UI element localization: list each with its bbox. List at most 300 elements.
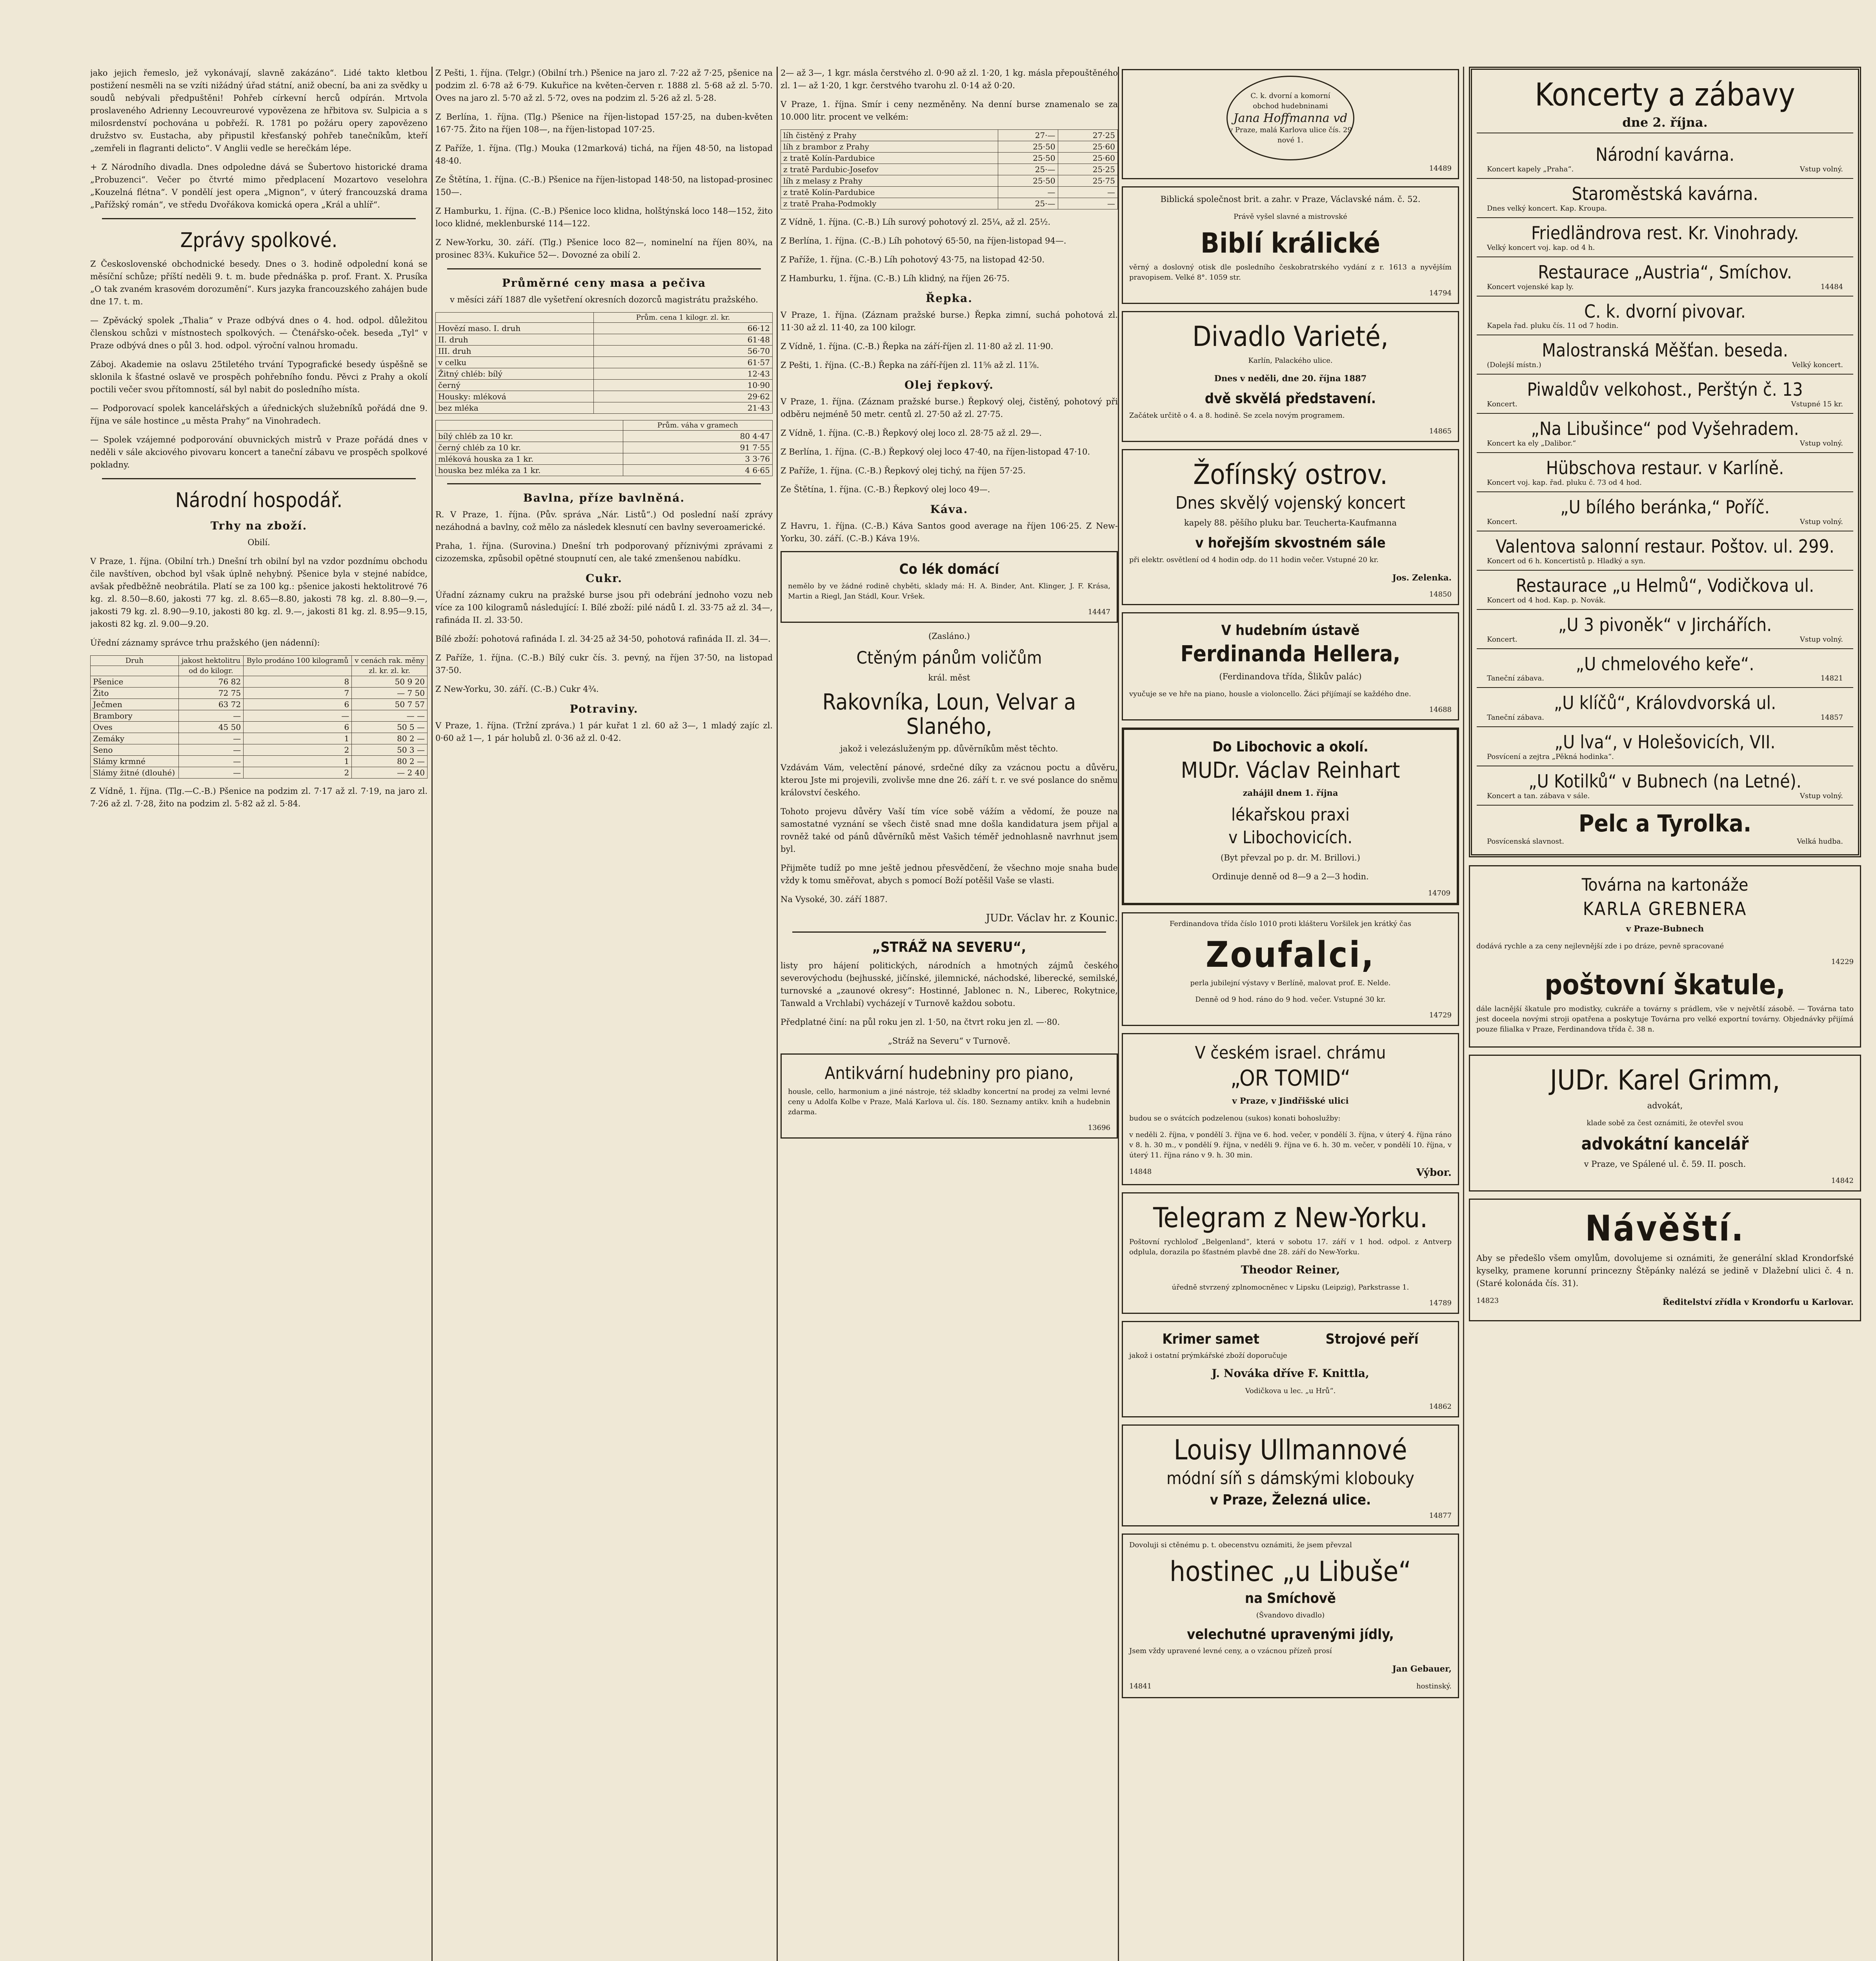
table-cell: Slámy žitné (dlouhé) <box>91 767 179 779</box>
ad-title: hostinec „u Libuše“ <box>1170 1555 1411 1588</box>
ad-libuse <box>1122 1534 1459 1698</box>
venue-detail: Posvícenská slavnost. <box>1487 837 1564 846</box>
ad-text: zahájil dnem 1. října <box>1243 788 1338 798</box>
ad-title: Antikvární hudebniny pro piano, <box>824 1063 1074 1083</box>
table-row <box>436 431 773 442</box>
table-cell: — <box>178 733 243 744</box>
venue-name: Staroměstská kavárna. <box>1572 183 1758 204</box>
table-row <box>91 722 428 733</box>
ad-text: věrný a doslovný otisk dle posledního českobratrského vydání z r. 1613 a nyvějším pravopisem. Velké 8°. 1059 str. <box>1129 263 1452 282</box>
table-cell: Žito <box>91 688 179 699</box>
venue-info <box>1479 837 1851 846</box>
venue-detail: Vstup volný. <box>1800 635 1843 644</box>
section-heading: Zprávy spolkové. <box>180 229 338 252</box>
table-cell: 50 7 57 <box>352 699 428 710</box>
table-row <box>91 710 428 722</box>
ad-text: (Ferdinandova třída, Šlikův palác) <box>1219 671 1362 681</box>
article-text: Z New-Yorku, 30. září. (C.-B.) Cukr 4¾. <box>435 684 599 694</box>
stamp-line: obchod hudebninami <box>1253 102 1328 110</box>
ad-row <box>1129 1328 1452 1351</box>
ad-doctor <box>1122 728 1459 905</box>
venue-name: Valentova salonní restaur. Poštov. ul. 299. <box>1496 535 1834 557</box>
ad-text: dále lacnější škatule pro modistky, cukráře a továrny s prádlem, vše v největší zásobě. — Továrna tato jest doceela novými stroji opatřena a poskytuje Továrna pro velké exportní továrny. Objednávky přijímá pouze filialka v Praze, Ferdinandova třída č. 38 n. <box>1476 1005 1854 1034</box>
ad-text: Denně od 9 hod. ráno do 9 hod. večer. Vstupné 30 kr. <box>1195 995 1386 1004</box>
article-text: Úřadní záznamy cukru na pražské burse jsou při odebrání jednoho vozu neb více za 100 kilogramů následující: I. Bílé zboží: pilé nádů I. zl. 33·75 až zl. 34—, rafináda II. zl. 33·50. <box>435 590 773 625</box>
column-rule <box>1118 67 1119 1961</box>
ad-signature: Jos. Zelenka. <box>1392 572 1452 582</box>
venue-detail: 14484 <box>1820 282 1843 291</box>
ad-text: J. Nováka dříve F. Knittla, <box>1212 1367 1369 1380</box>
venue-info <box>1479 400 1851 408</box>
ad-number: 14841 <box>1129 1682 1152 1691</box>
venue-item <box>1477 218 1853 257</box>
table-cell: 50 5 — <box>352 722 428 733</box>
ad-sub: Dnes skvělý vojenský koncert <box>1175 493 1406 513</box>
table-cell: 27·25 <box>1058 130 1117 141</box>
table-header: Prům. váha v gramech <box>623 420 772 431</box>
ad-sub: advokátní kancelář <box>1581 1134 1749 1154</box>
ad-footer <box>1476 1296 1854 1315</box>
ad-footer <box>1129 1681 1452 1692</box>
ad-sub: V českém israel. chrámu <box>1195 1042 1386 1063</box>
ad-title: Žofínský ostrov. <box>1193 458 1388 491</box>
venue-info <box>1479 244 1851 252</box>
article-text: V Praze, 1. října. (Záznam pražské burse.) Řepkový olej, čistěný, pohotový při odběru nejméně 50 metr. centů zl. 27·50 až zl. 27·75. <box>781 397 1118 419</box>
venue-item <box>1477 257 1853 297</box>
ad-signature: Ředitelství zřídla v Krondorfu u Karlovar. <box>1662 1297 1854 1307</box>
article-text: Z Vídně, 1. října. (C.-B.) Řepkový olej loco zl. 28·75 až zl. 29—. <box>781 428 1042 438</box>
venue-item <box>1477 414 1853 453</box>
article-text: Z Paříže, 1. října. (C.-B.) Bílý cukr čís. 3. pevný, na říjen 37·50, na listopad 37·50. <box>435 653 773 675</box>
venue-item <box>1477 806 1853 850</box>
table-row <box>91 676 428 688</box>
venue-detail: Taneční zábava. <box>1487 713 1544 722</box>
ad-title: JUDr. Karel Grimm, <box>1550 1064 1780 1097</box>
venue-info <box>1479 557 1851 565</box>
venue-name: Pelc a Tyrolka. <box>1578 810 1752 838</box>
ad-text: Biblická společnost brit. a zahr. v Praze, Václavské nám. č. 52. <box>1160 195 1421 204</box>
concerts-date: dne 2. října. <box>1477 116 1853 133</box>
table-cell: 7 <box>244 688 352 699</box>
concerts-title: Koncerty a zábavy <box>1535 76 1795 113</box>
venue-detail: Posvícení a zejtra „Pěkná hodinka“. <box>1487 753 1614 761</box>
ad-title: Telegram z New-Yorku. <box>1153 1201 1428 1234</box>
venue-item <box>1477 571 1853 610</box>
divider <box>447 268 761 269</box>
table-header: zl. kr. zl. kr. <box>352 666 428 676</box>
notice-sub: král. měst <box>928 673 970 682</box>
venue-item <box>1477 375 1853 414</box>
table-cell: Pšenice <box>91 676 179 688</box>
venue-item <box>1477 297 1853 336</box>
ad-signature: Výbor. <box>1416 1166 1452 1179</box>
ad-sub: lékařskou praxi <box>1231 804 1350 825</box>
ad-role: hostinský. <box>1416 1682 1452 1691</box>
column-1 <box>90 67 428 816</box>
article-text: Z Paříže, 1. října. (Tlg.) Mouka (12marková) tichá, na říjen 48·50, na listopad 48·40. <box>435 144 773 166</box>
table-cell: líh čistěný z Prahy <box>781 130 998 141</box>
table-cell: 91 7·55 <box>623 442 772 453</box>
venue-info <box>1479 596 1851 604</box>
table-cell: II. druh <box>436 334 594 346</box>
ad-heller <box>1122 612 1459 720</box>
column-rule <box>431 67 433 1961</box>
table-cell: 2 <box>244 767 352 779</box>
table-cell: 80 2 — <box>352 756 428 767</box>
stamp-line: C. k. dvorní a komorní <box>1250 91 1330 100</box>
table-row <box>436 334 773 346</box>
ad-number: 14862 <box>1429 1403 1452 1411</box>
article-text: Z Vídně, 1. října. (C.-B.) Řepka na září-říjen zl. 11·80 až zl. 11·90. <box>781 342 1054 351</box>
ad-sub: na Smíchově <box>1245 1590 1336 1607</box>
section-heading: Olej řepkový. <box>904 378 994 391</box>
table-header: Bylo prodáno 100 kilogramů <box>244 656 352 666</box>
table-header: Druh <box>91 656 179 666</box>
table-header <box>436 313 594 323</box>
table-cell: 4 6·65 <box>623 465 772 476</box>
market-table <box>90 655 428 779</box>
venue-info <box>1479 478 1851 487</box>
table-cell: 63 72 <box>178 699 243 710</box>
column-3 <box>781 67 1118 1146</box>
article-text: Z Hamburku, 1. října. (C.-B.) Líh klidný, na říjen 26·75. <box>781 274 1010 283</box>
venue-detail: Koncert. <box>1487 400 1518 409</box>
table-row <box>781 164 1118 175</box>
venue-detail: Velký koncert. <box>1792 361 1843 369</box>
article-text: V Praze, 1. října. (Obilní trh.) Dnešní trh obilní byl na vzdor pozdnímu obchodu čile navštíven, obchod byl však úplně nehybný. Pšenice byla v stejné nabídce, avšak předběžně neobrátila. Platí se za 100 kg.: pšenice jakosti hektolitrové 76 kg. zl. 8.50—8.60, jakosti 77 kg. zl. 8.65—8.80, jakosti 78 kg. zl. 8.80—9.—, jakosti 79 kg. zl. 8.90—9.10, jakosti 80 kg. zl. 9.—, jakosti 81 kg. zl. 8.95—9.15, jakosti 82 kg. zl. 9.00—9.20. <box>90 557 428 629</box>
table-cell: 25·— <box>998 164 1058 175</box>
ad-number: 14447 <box>1088 608 1110 616</box>
venue-info <box>1479 635 1851 644</box>
ad-text: v Praze, v Jindřišské ulici <box>1232 1095 1349 1106</box>
venue-detail: Kapela řad. pluku čís. 11 od 7 hodin. <box>1487 322 1619 330</box>
table-row <box>436 391 773 402</box>
ad-text: perla jubilejní výstavy v Berlíně, malovat prof. E. Nelde. <box>1190 979 1391 987</box>
venue-detail: Vstup volný. <box>1800 439 1843 448</box>
venue-info <box>1479 518 1851 526</box>
ad-text: při elektr. osvětlení od 4 hodin odp. do 11 hodin večer. Vstupné 20 kr. <box>1129 555 1379 564</box>
article-text: v měsíci září 1887 dle vyšetření okresních dozorců magistrátu pražského. <box>450 295 758 304</box>
table-cell: 61·48 <box>593 334 772 346</box>
seal-icon <box>1226 76 1354 160</box>
article-text: Z Vídně, 1. října. (Tlg.—C.-B.) Pšenice na podzim zl. 7·17 až zl. 7·19, na jaro zl. 7·26 až zl. 7·28, žito na podzim zl. 5·82 až zl. 5·84. <box>90 786 428 808</box>
table-cell: 76 82 <box>178 676 243 688</box>
column-rule <box>1463 67 1464 1961</box>
stamp-line: Jana Hoffmanna vd <box>1233 111 1348 125</box>
table-cell: 56·70 <box>593 346 772 357</box>
article-text: Z Paříže, 1. října. (C.-B.) Líh pohotový 43·75, na listopad 42·50. <box>781 255 1045 264</box>
venue-name: Restaurace „Austria“, Smíchov. <box>1538 261 1792 283</box>
ad-number: 14688 <box>1429 705 1452 714</box>
venue-detail: 14857 <box>1820 713 1843 722</box>
ad-text: Theodor Reiner, <box>1241 1263 1340 1276</box>
divider <box>102 218 416 219</box>
venue-name: „U lva“, v Holešovicích, VII. <box>1554 731 1776 753</box>
article-text: — Spolek vzájemné podporování obuvnických mistrů v Praze pořádá dnes v neděli v sále akciového pivovaru koncert a taneční zábavu ve prospěch spolkové pokladny. <box>90 435 428 469</box>
table-header: Prům. cena 1 kilogr. zl. kr. <box>593 313 772 323</box>
divider <box>102 478 416 479</box>
venue-name: „U bílého beránka,“ Poříč. <box>1560 497 1770 518</box>
venue-detail: Taneční zábava. <box>1487 674 1544 683</box>
table-cell: 6 <box>244 722 352 733</box>
ad-title: MUDr. Václav Reinhart <box>1181 758 1400 784</box>
table-cell: 25·50 <box>998 175 1058 187</box>
table-cell: — <box>244 710 352 722</box>
ad-text: v neděli 2. října, v pondělí 3. října ve 6. hod. večer, v pondělí 3. října, v úterý 4. října ráno v 8. h. 30 m., v pondělí 9. října, v neděli 9. října ve 6. h. 30 m. večer, v pondělí 10. října, v úterý 11. října ráno v 9. h. 30 min. <box>1129 1130 1452 1159</box>
article-text: Z New-Yorku, 30. září. (Tlg.) Pšenice loco 82—, nominelní na říjen 80¾, na prosinec 83¾. Kukuřice 52—. Dovozné za obilí 2. <box>435 238 773 260</box>
table-row <box>91 733 428 744</box>
article-text: Z Berlína, 1. října. (C.-B.) Líh pohotový 65·50, na říjen-listopad 94—. <box>781 236 1066 246</box>
ad-temple <box>1122 1033 1459 1185</box>
ad-sub: v hořejším skvostném sále <box>1195 535 1386 551</box>
table-cell: 21·43 <box>593 402 772 414</box>
table-cell: v celku <box>436 357 594 368</box>
table-cell: 45 50 <box>178 722 243 733</box>
venue-info <box>1479 283 1851 291</box>
venue-detail: Koncert od 4 hod. Kap. p. Novák. <box>1487 596 1606 604</box>
table-cell: — <box>178 744 243 756</box>
article-text: V Praze, 1. října. (Záznam pražské burse.) Řepka zimní, suchá pohotová zl. 11·30 až zl. 11·40, za 100 kilogr. <box>781 310 1118 332</box>
meat-table <box>435 312 773 414</box>
ad-text: klade sobě za čest oznámiti, že otevřel svou <box>1587 1119 1743 1128</box>
article-text: Praha, 1. října. (Surovina.) Dnešní trh podporovaný příznivými zprávami z cizozemska, způsobil opětné stoupnutí cen, ale také zmenšenou nabídku. <box>435 541 773 563</box>
ad-text: Poštovní rychloloď „Belgenland“, která v sobotu 17. září v 1 hod. odpol. z Antverp odplula, dorazila po šťastném plavbě dne 28. září do New-Yorku. <box>1129 1237 1452 1256</box>
venue-item <box>1477 766 1853 806</box>
table-cell: líh z brambor z Prahy <box>781 141 998 153</box>
table-row <box>91 688 428 699</box>
table-row <box>91 756 428 767</box>
table-row <box>781 130 1118 141</box>
venue-name: Hübschova restaur. v Karlíně. <box>1546 457 1784 479</box>
table-cell: Zemáky <box>91 733 179 744</box>
venue-name: Friedländrova rest. Kr. Vinohrady. <box>1531 222 1799 244</box>
table-row <box>781 141 1118 153</box>
ad-signature: Jan Gebauer, <box>1392 1664 1452 1674</box>
table-cell: 29·62 <box>593 391 772 402</box>
table-cell: z tratě Praha-Podmokly <box>781 198 998 209</box>
venue-detail: Dnes velký koncert. Kap. Kroupa. <box>1487 204 1607 213</box>
table-cell: bílý chléb za 10 kr. <box>436 431 623 442</box>
article-text: Z Pešti, 1. října. (Telgr.) (Obilní trh.) Pšenice na jaro zl. 7·22 až 7·25, pšenice na podzim zl. 6·78 až 6·79. Kukuřice na květen-červen r. 1888 zl. 5·68 až zl. 5·70. Oves na jaro zl. 5·70 až zl. 5·72, oves na podzim zl. 5·26 až zl. 5·28. <box>435 68 773 103</box>
ad-zoufalci <box>1122 912 1459 1026</box>
venue-name: Restaurace „u Helmů“, Vodičkova ul. <box>1516 575 1814 596</box>
article-text: Z Pešti, 1. října. (C.-B.) Řepka na září-říjen zl. 11⅝ až zl. 11⅞. <box>781 360 1039 370</box>
spirit-table <box>781 129 1118 209</box>
ad-sub: velechutné upravenými jídly, <box>1187 1626 1394 1643</box>
article-text: Úřední záznamy správce trhu pražského (jen nádenní): <box>90 638 320 648</box>
ad-number: 14489 <box>1429 164 1452 173</box>
sub-heading: Obilí. <box>247 538 270 547</box>
venue-info <box>1479 674 1851 682</box>
venue-name: „U 3 pivoněk“ v Jirchářích. <box>1558 614 1772 635</box>
ad-navesti <box>1469 1199 1861 1321</box>
article-text: Záboj. Akademie na oslavu 25tiletého trvání Typografické besedy úspěšně se sklonila k šťastné oslavě ve prospěch pohřebního fondu. Pěvci z Prahy a okolí poctili večer svou přítomností, sál byl nabit do posledního místa. <box>90 360 428 394</box>
table-row <box>436 402 773 414</box>
ad-ullmann <box>1122 1424 1459 1526</box>
table-cell: 27·— <box>998 130 1058 141</box>
venue-detail: Koncert kapely „Praha“. <box>1487 165 1574 173</box>
column-4 <box>1122 67 1459 1705</box>
table-cell: 50 9 20 <box>352 676 428 688</box>
venue-detail: Koncert. <box>1487 517 1518 526</box>
table-cell: — 7 50 <box>352 688 428 699</box>
ad-text: Karlín, Palackého ulice. <box>1248 357 1333 365</box>
ad-text: dodává rychle a za ceny nejlevnější zde i po dráze, pevně spracované <box>1476 942 1724 951</box>
table-cell: 2 <box>244 744 352 756</box>
column-2 <box>435 67 773 751</box>
venue-detail: Koncert voj. kap. řad. pluku č. 73 od 4 hod. <box>1487 478 1642 487</box>
ad-footer <box>1129 1167 1452 1179</box>
article-text: Z Vídně, 1. října. (C.-B.) Líh surový pohotový zl. 25¼, až zl. 25½. <box>781 217 1051 227</box>
section-heading: Potraviny. <box>570 702 639 715</box>
table-cell: 25·50 <box>998 141 1058 153</box>
table-cell: — <box>998 187 1058 198</box>
venue-info <box>1479 361 1851 369</box>
table-row <box>436 346 773 357</box>
article-text: V Praze, 1. října. (Tržní zpráva.) 1 pár kuřat 1 zl. 60 až 3—, 1 mladý zajíc zl. 0·60 až 1—, 1 pár holubů zl. 0·36 až zl. 0·42. <box>435 721 773 743</box>
table-cell: 25·60 <box>1058 153 1117 164</box>
article-text: Z Hamburku, 1. října. (C.-B.) Pšenice loco klidna, holštýnská loco 148—152, žito loco klidné, meklenburské 114—122. <box>435 206 773 228</box>
table-cell: Slámy krmné <box>91 756 179 767</box>
section-heading: Bavlna, příze bavlněná. <box>523 491 685 504</box>
table-cell: 1 <box>244 733 352 744</box>
signature-place: Na Vysoké, 30. září 1887. <box>781 895 888 904</box>
venue-detail: Vstup volný. <box>1800 517 1843 526</box>
ad-title: „STRÁŽ NA SEVERU“, <box>872 939 1026 956</box>
table-row <box>436 453 773 465</box>
ad-number: 14848 <box>1129 1167 1152 1176</box>
column-rule <box>777 67 778 1961</box>
article-text: R. V Praze, 1. října. (Pův. správa „Nár. Listů“.) Od poslední naší zprávy nezáhodná a bavlny, což mělo za následek klesnutí cen bavlny severoamerické. <box>435 510 773 532</box>
venue-info <box>1479 165 1851 173</box>
venue-name: „U Kotilků“ v Bubnech (na Letné). <box>1528 771 1801 792</box>
venue-name: Malostranská Měšťan. beseda. <box>1542 340 1788 361</box>
ad-number: 14842 <box>1831 1176 1854 1185</box>
ad-text: Předplatné činí: na půl roku jen zl. 1·50, na čtvrt roku jen zl. —·80. <box>781 1017 1060 1027</box>
venue-info <box>1479 439 1851 448</box>
venue-detail: Velký koncert voj. kap. od 4 h. <box>1487 243 1595 252</box>
notice-title: Ctěným pánům voličům <box>856 648 1042 668</box>
venue-detail: Koncert ka ely „Dalibor.“ <box>1487 439 1576 448</box>
article-text: Tohoto projevu důvěry Vaší tím více sobě vážím a vědomí, že pouze na samostatné vyznání se všech čistě snad mne došla kandidatura jsem přijal a rovněž také od pánů důvěrníků měst Vašich téměř jednohlasně navrhnut jsem byl. <box>781 807 1118 854</box>
bread-table <box>435 420 773 476</box>
table-header: v cenách rak. měny <box>352 656 428 666</box>
table-row <box>781 153 1118 164</box>
signature: JUDr. Václav hr. z Kounic. <box>986 912 1118 924</box>
ad-text: (Švandovo divadlo) <box>1256 1611 1325 1619</box>
table-cell: 3 3·76 <box>623 453 772 465</box>
section-heading: Káva. <box>930 503 968 516</box>
venue-item <box>1477 688 1853 727</box>
table-cell: 25·75 <box>1058 175 1117 187</box>
ad-number: 14794 <box>1429 289 1452 297</box>
article-text: Ze Štětína, 1. října. (C.-B.) Pšenice na říjen-listopad 148·50, na listopad-prosinec 150—. <box>435 175 773 197</box>
venue-name: „Na Libušince“ pod Vyšehradem. <box>1531 418 1799 440</box>
table-cell: 66·12 <box>593 323 772 334</box>
ad-title: Divadlo Varieté, <box>1192 320 1388 353</box>
label: (Zasláno.) <box>928 631 970 641</box>
ad-number: 13696 <box>1088 1124 1110 1132</box>
ad-title: Louisy Ullmannové <box>1174 1434 1407 1466</box>
table-row <box>91 699 428 710</box>
article-text: Bílé zboží: pohotová rafináda I. zl. 34·25 až 34·50, pohotová rafináda II. zl. 34—. <box>435 634 771 644</box>
ad-title: Strojové peří <box>1325 1331 1419 1347</box>
venue-item <box>1477 610 1853 649</box>
table-header: od do kilogr. <box>178 666 243 676</box>
venue-detail: Vstup volný. <box>1800 792 1843 800</box>
ad-text: advokát, <box>1647 1101 1683 1111</box>
ad-text: úředně stvrzený zplnomocněnec v Lipsku (Leipzig), Parkstrasse 1. <box>1172 1283 1409 1292</box>
ad-sub: módní síň s dámskými klobouky <box>1166 1468 1414 1489</box>
table-cell: 10·90 <box>593 380 772 391</box>
ad-variete <box>1122 311 1459 442</box>
table-cell: — <box>178 710 243 722</box>
ad-text: housle, cello, harmonium a jiné nástroje, též skladby koncertní na prodej za velmi levné ceny u Adolfa Kolbe v Praze, Malá Karlova ul. čís. 180. Seznamy antikv. knih a hudebnin zdarma. <box>788 1088 1110 1117</box>
table-row <box>91 767 428 779</box>
column-5 <box>1469 67 1861 1328</box>
ad-title: „OR TOMID“ <box>1230 1066 1351 1091</box>
ad-zofin <box>1122 449 1459 605</box>
table-row <box>91 744 428 756</box>
ad-number: 14729 <box>1429 1011 1452 1019</box>
ad-text: Ordinuje denně od 8—9 a 2—3 hodin. <box>1212 871 1369 881</box>
table-cell: bez mléka <box>436 402 594 414</box>
table-row <box>436 442 773 453</box>
venue-detail: Velká hudba. <box>1797 837 1843 846</box>
ad-knittl <box>1122 1321 1459 1418</box>
table-row <box>781 175 1118 187</box>
ad-text: Začátek určitě o 4. a 8. hodině. Se zcela novým programem. <box>1129 411 1345 420</box>
ad-home-remedy <box>781 551 1118 623</box>
ad-text: listy pro hájení politických, národních a hmotných zájmů českého severovýchodu (bejhusské, jičínské, jilemnické, náchodské, liberecké, semilské, turnovské a „zaunové okresy“: Hostinné, Jablonec n. N., Liberec, Rokytnice, Tanwald a Vrchlabí) vycházejí v Turnově každou sobotu. <box>781 960 1118 1008</box>
ad-title: Krimer samet <box>1162 1331 1259 1347</box>
ad-text: Ferdinandova třída číslo 1010 proti klášteru Voršilek jen krátký čas <box>1169 919 1412 928</box>
ad-title: Biblí králické <box>1200 227 1381 259</box>
ad-text: Vodičkova u lec. „u Hrů“. <box>1245 1387 1336 1395</box>
ad-title: Ferdinanda Hellera, <box>1180 641 1401 667</box>
table-cell: z tratě Pardubic-Josefov <box>781 164 998 175</box>
article-text: — Podporovací spolek kancelářských a úřednických služebníků pořádá dne 9. října ve sále hostince „u města Prahy“ na Vinohradech. <box>90 404 428 426</box>
section-heading: Cukr. <box>586 572 622 585</box>
ad-number: 14877 <box>1429 1512 1452 1520</box>
venue-item <box>1477 140 1853 179</box>
article-text: 2— až 3—, 1 kgr. másla čerstvého zl. 0·90 až zl. 1·20, 1 kg. másla přepouštěného zl. 1— až 1·20, 1 kgr. čerstvého tvarohu zl. 0·14 až 0·20. <box>781 68 1118 90</box>
table-cell: 72 75 <box>178 688 243 699</box>
ad-grimm <box>1469 1055 1861 1191</box>
venue-item <box>1477 453 1853 492</box>
table-cell: — <box>178 756 243 767</box>
table-cell: Oves <box>91 722 179 733</box>
table-cell: líh z melasy z Prahy <box>781 175 998 187</box>
article-text: + Z Národního divadla. Dnes odpoledne dává se Šubertovo historické drama „Probuzenci“. Večer po čtvrté mimo předplacení Mozartovo veselohra „Kouzelná flétna“. V pondělí jest opera „Mignon“, v úterý francouzská drama „Pařížský román“, ve středu Dvořákova komická opera „Král a uhlíř“. <box>90 162 428 209</box>
ad-text: Aby se předešlo všem omylům, dovolujeme si oznámiti, že generální sklad Krondorfské kyselky, pramene korunní princezny Štěpánky nalézá se jedině v Dlažební ulici č. 4 n. (Staré kolonáda čís. 31). <box>1476 1253 1854 1288</box>
ad-text: Dnes v neděli, dne 20. října 1887 <box>1214 373 1367 383</box>
table-header <box>91 666 179 676</box>
table-cell: III. druh <box>436 346 594 357</box>
ad-text: „Stráž na Severu“ v Turnově. <box>888 1036 1011 1046</box>
table-header: jakost hektolitru <box>178 656 243 666</box>
venue-detail: Vstup volný. <box>1800 165 1843 173</box>
section-heading: Řepka. <box>926 292 973 305</box>
article-text: Ze Štětína, 1. října. (C.-B.) Řepkový olej loco 49—. <box>781 485 990 494</box>
table-cell: houska bez mléka za 1 kr. <box>436 465 623 476</box>
venue-detail: Koncert od 6 h. Koncertistů p. Hladký a syn. <box>1487 557 1646 565</box>
ad-text: budou se o svátcích podzelenou (sukos) konati bohoslužby: <box>1129 1114 1341 1122</box>
venue-detail: Koncert a tan. zábava v sále. <box>1487 792 1590 800</box>
venue-item <box>1477 649 1853 688</box>
table-row <box>781 187 1118 198</box>
ad-sub: KARLA GREBNERA <box>1583 898 1747 919</box>
